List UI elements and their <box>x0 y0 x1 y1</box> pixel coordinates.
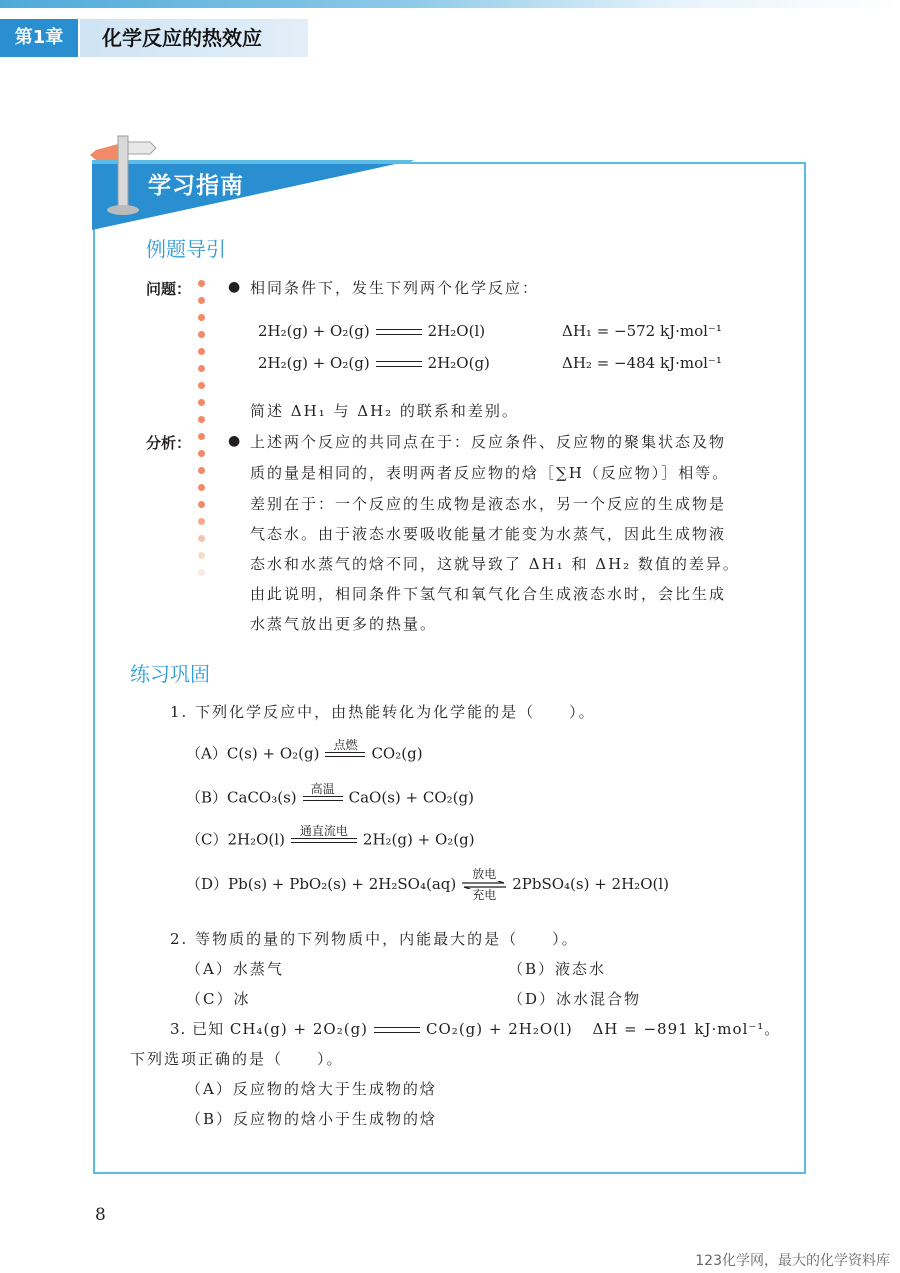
q2-stem: 2. 等物质的量的下列物质中，内能最大的是（ ）。 <box>170 930 579 948</box>
q3-option-b: （B）反应物的焓小于生成物的焓 <box>186 1110 438 1128</box>
option-rhs: 2H₂(g) + O₂(g) <box>362 830 475 849</box>
question-intro: 相同条件下，发生下列两个化学反应： <box>250 279 540 297</box>
example-heading: 例题导引 <box>146 237 226 261</box>
q1-option-c <box>186 824 475 857</box>
q3-stem <box>170 1018 780 1039</box>
guide-title: 学习指南 <box>148 173 244 199</box>
bullet-icon: ● <box>228 433 241 449</box>
q1-stem: 1. 下列化学反应中，由热能转化为化学能的是（ ）。 <box>170 703 596 721</box>
option-label: （D） <box>186 875 229 893</box>
option-label: （C） <box>186 830 228 849</box>
condition-arrow <box>325 738 365 771</box>
eq1-lhs: 2H₂(g) + O₂(g) <box>258 322 370 340</box>
q3-option-a: （A）反应物的焓大于生成物的焓 <box>186 1080 437 1098</box>
q2-option-b: （B）液态水 <box>508 960 607 978</box>
condition-text: 点燃 <box>333 738 358 752</box>
q2-option-a: （A）水蒸气 <box>186 960 284 978</box>
top-gradient-bar <box>0 0 900 8</box>
eq1-enthalpy: ΔH₁ = −572 kJ·mol⁻¹ <box>562 322 722 340</box>
footer-watermark: 123化学网，最大的化学资料库 <box>695 1253 890 1269</box>
equals-arrow <box>374 1027 420 1033</box>
equation-2 <box>258 354 490 372</box>
analysis-line: 由此说明，相同条件下氢气和氧气化合生成液态水时，会比生成 <box>250 585 727 603</box>
analysis-line: 态水和水蒸气的焓不同，这就导致了 ΔH₁ 和 ΔH₂ 数值的差异。 <box>250 555 740 573</box>
q1-option-b <box>186 782 474 815</box>
condition-bottom: 充电 <box>472 888 497 902</box>
eq2-rhs: 2H₂O(g) <box>427 354 490 372</box>
analysis-line: 气态水。由于液态水要吸收能量才能变为水蒸气，因此生成物液 <box>250 525 727 543</box>
option-lhs: Pb(s) + PbO₂(s) + 2H₂SO₄(aq) <box>228 875 457 893</box>
chapter-number: 第1章 <box>0 19 78 57</box>
q3-lhs: CH₄(g) + 2O₂(g) <box>229 1020 369 1038</box>
q3-enthalpy: ΔH = −891 kJ·mol⁻¹。 <box>592 1020 781 1038</box>
analysis-line: 上述两个反应的共同点在于：反应条件、反应物的聚集状态及物 <box>250 433 727 451</box>
question-label: 问题： <box>146 280 192 298</box>
q3-prefix: 3. 已知 <box>170 1020 225 1038</box>
page-number: 8 <box>95 1205 106 1225</box>
analysis-line: 差别在于：一个反应的生成物是液态水，另一个反应的生成物是 <box>250 495 727 513</box>
condition-text: 高温 <box>310 782 335 796</box>
option-rhs: CO₂(g) <box>371 744 423 763</box>
eq2-lhs: 2H₂(g) + O₂(g) <box>258 354 370 372</box>
condition-arrow <box>303 782 343 815</box>
condition-text: 通直流电 <box>299 824 348 838</box>
equals-arrow <box>376 329 422 335</box>
equation-1 <box>258 322 485 340</box>
equals-arrow <box>376 361 422 367</box>
chapter-title: 化学反应的热效应 <box>80 19 308 57</box>
condition-arrow <box>291 824 357 857</box>
q3-rhs: CO₂(g) + 2H₂O(l) <box>426 1020 573 1038</box>
option-lhs: 2H₂O(l) <box>227 830 285 849</box>
analysis-label: 分析： <box>146 434 192 452</box>
option-rhs: 2PbSO₄(s) + 2H₂O(l) <box>512 875 669 893</box>
q3-stem-suffix: 下列选项正确的是（ ）。 <box>130 1050 344 1068</box>
option-lhs: C(s) + O₂(g) <box>226 744 320 763</box>
q2-option-d: （D）冰水混合物 <box>508 990 642 1008</box>
question-ask: 简述 ΔH₁ 与 ΔH₂ 的联系和差别。 <box>250 402 519 420</box>
option-label: （B） <box>186 788 228 807</box>
analysis-line: 水蒸气放出更多的热量。 <box>250 615 438 633</box>
option-label: （A） <box>186 744 227 763</box>
option-rhs: CaO(s) + CO₂(g) <box>348 788 474 807</box>
option-lhs: CaCO₃(s) <box>227 788 297 807</box>
analysis-line: 质的量是相同的，表明两者反应物的焓［∑H（反应物）］相等。 <box>250 464 730 482</box>
decorative-dot-column <box>198 280 210 586</box>
q2-option-c: （C）冰 <box>186 990 251 1008</box>
eq2-enthalpy: ΔH₂ = −484 kJ·mol⁻¹ <box>562 354 722 372</box>
q1-option-d <box>186 868 669 902</box>
bullet-icon: ● <box>228 279 241 295</box>
condition-top: 放电 <box>472 867 497 881</box>
practice-heading: 练习巩固 <box>130 662 210 686</box>
eq1-rhs: 2H₂O(l) <box>427 322 486 340</box>
reversible-arrow <box>462 868 506 902</box>
q1-option-a <box>186 738 423 771</box>
